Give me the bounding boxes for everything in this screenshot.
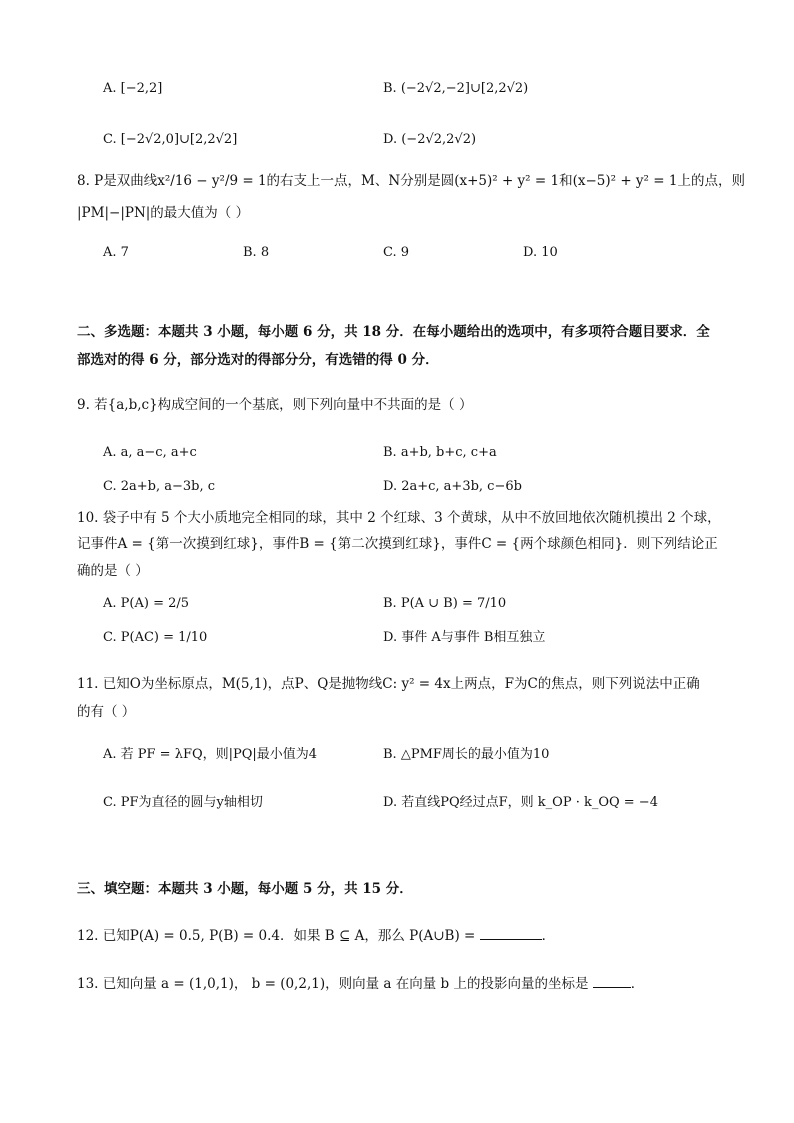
section-2-heading-line2: 部选对的得 6 分，部分选对的得部分分，有选错的得 0 分． — [77, 352, 439, 368]
q8-option-a: A. 7 — [103, 245, 129, 260]
q10-stem-line2: 记事件A = {第一次摸到红球}，事件B = {第二次摸到红球}，事件C = {两个球颜色相同}．则下列结论正 — [77, 536, 718, 552]
q8-option-c: C. 9 — [383, 245, 410, 260]
q7-option-a: A. [−2,2] — [103, 81, 163, 96]
q9-option-d: D. 2a+c, a+3b, c−6b — [383, 479, 522, 494]
q9-option-b: B. a+b, b+c, c+a — [383, 445, 497, 460]
q10-stem-line1: 10. 袋子中有 5 个大小质地完全相同的球，其中 2 个红球、3 个黄球，从中不放回地依次随机摸出 2 个球， — [77, 510, 721, 526]
q10-option-a: A. P(A) = 2/5 — [103, 596, 190, 611]
section-3-heading: 三、填空题：本题共 3 小题，每小题 5 分，共 15 分． — [77, 881, 413, 897]
q9-stem: 9. 若{a,b,c}构成空间的一个基底，则下列向量中不共面的是（ ） — [77, 397, 473, 413]
q12-answer-blank[interactable] — [480, 925, 542, 940]
q12-stem — [77, 925, 555, 945]
q8-stem-line2: |PM|−|PN|的最大值为（ ） — [77, 205, 250, 221]
q12-text: 12. 已知P(A) = 0.5, P(B) = 0.4．如果 B ⊆ A，那么 P(A∪B) = — [77, 928, 476, 944]
q11-option-d: D. 若直线PQ经过点F，则 k_OP · k_OQ = −4 — [383, 795, 658, 810]
q10-stem-line3: 确的是（ ） — [77, 563, 149, 579]
q11-option-a: A. 若 PF = λFQ，则|PQ|最小值为4 — [103, 747, 318, 762]
q13-answer-blank[interactable] — [593, 973, 631, 988]
q11-option-c: C. PF为直径的圆与y轴相切 — [103, 795, 263, 810]
q9-option-c: C. 2a+b, a−3b, c — [103, 479, 216, 494]
q10-option-c: C. P(AC) = 1/10 — [103, 630, 208, 645]
q11-option-b: B. △PMF周长的最小值为10 — [383, 747, 550, 762]
q11-stem-line2: 的有（ ） — [77, 704, 136, 720]
q10-option-d: D. 事件 A与事件 B相互独立 — [383, 630, 546, 645]
q8-option-d: D. 10 — [523, 245, 558, 260]
q12-end: ． — [541, 928, 556, 944]
q8-option-b: B. 8 — [243, 245, 270, 260]
q13-end: ． — [630, 976, 645, 992]
q11-stem-line1: 11. 已知O为坐标原点，M(5,1)，点P、Q是抛物线C: y² = 4x上两点，F为C的焦点，则下列说法中正确 — [77, 676, 700, 692]
q8-stem-line1: 8. P是双曲线x²/16 − y²/9 = 1的右支上一点，M、N分别是圆(x+5)² + y² = 1和(x−5)² + y² = 1上的点，则 — [77, 173, 745, 189]
q9-option-a: A. a, a−c, a+c — [103, 445, 197, 460]
q7-option-b: B. (−2√2,−2]∪[2,2√2) — [383, 81, 529, 96]
q13-stem — [77, 973, 644, 993]
q13-text: 13. 已知向量 a = (1,0,1)， b = (0,2,1)，则向量 a 在向量 b 上的投影向量的坐标是 — [77, 976, 589, 992]
q10-option-b: B. P(A ∪ B) = 7/10 — [383, 596, 507, 611]
q7-option-d: D. (−2√2,2√2) — [383, 132, 477, 147]
q7-option-c: C. [−2√2,0]∪[2,2√2] — [103, 132, 238, 147]
section-2-heading-line1: 二、多选题：本题共 3 小题，每小题 6 分，共 18 分．在每小题给出的选项中，有多项符合题目要求．全 — [77, 324, 710, 340]
